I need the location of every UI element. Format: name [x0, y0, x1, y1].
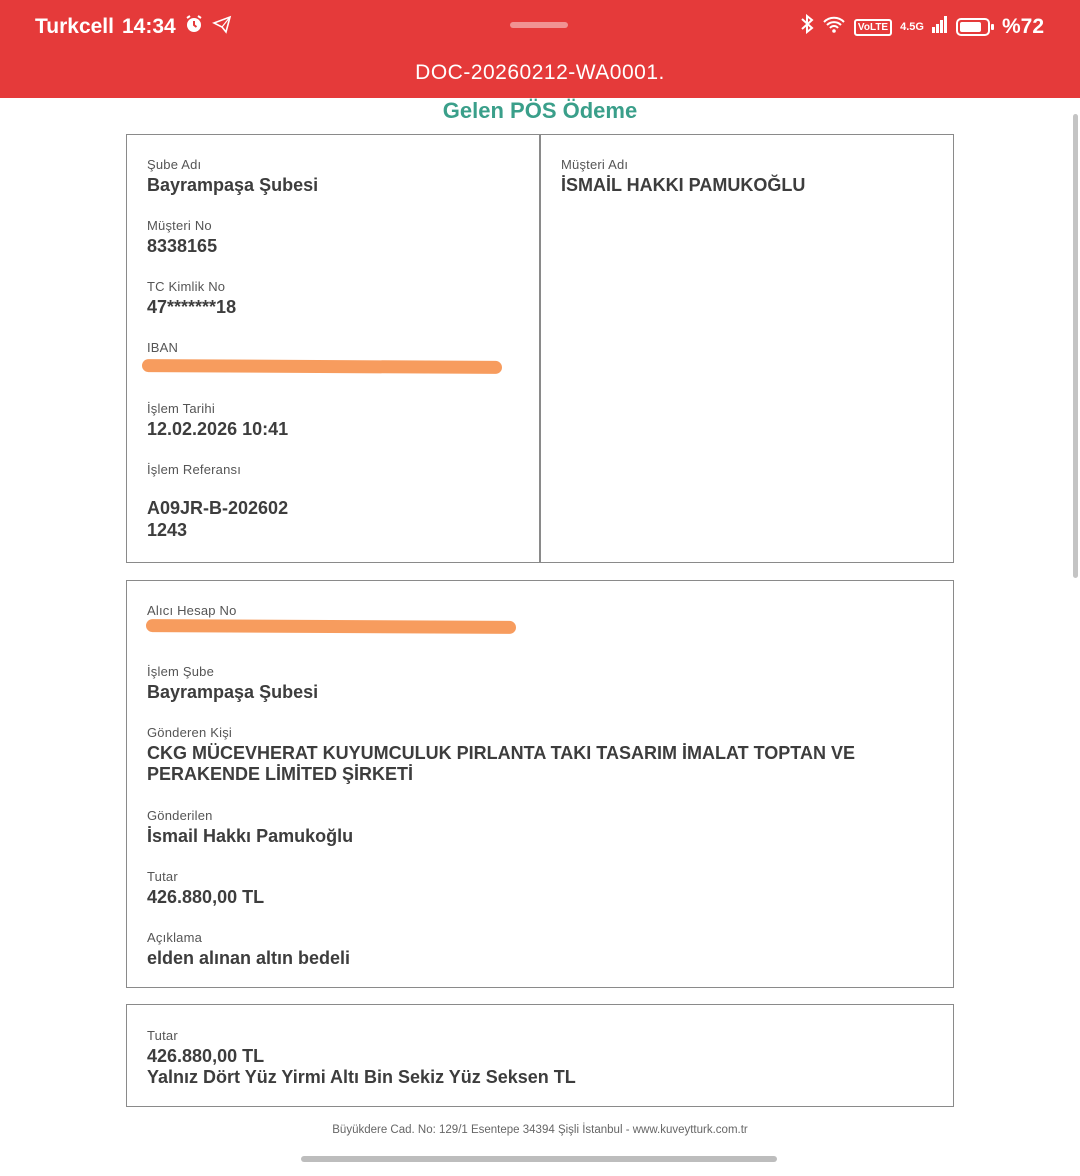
amount-field: [147, 869, 264, 908]
paper-plane-icon: [212, 14, 232, 40]
total-amount-words: Yalnız Dört Yüz Yirmi Altı Bin Sekiz Yüz Seksen TL: [147, 1067, 576, 1087]
network-type: 4.5G: [900, 20, 924, 33]
recipient-field: [147, 808, 353, 847]
customer-no-field: [147, 218, 217, 257]
amount-value: 426.880,00 TL: [147, 887, 265, 907]
description-field: [147, 930, 350, 969]
reference-field: [147, 462, 288, 541]
alarm-clock-icon: [184, 14, 204, 40]
total-field: [147, 1028, 576, 1088]
tc-label: TC Kimlik No: [147, 279, 226, 294]
battery-icon: [956, 18, 990, 36]
customer-name-value: İSMAİL HAKKI PAMUKOĞLU: [561, 175, 806, 195]
branch-label: Şube Adı: [147, 157, 202, 172]
customer-name-label: Müşteri Adı: [561, 157, 629, 172]
footer-address: Büyükdere Cad. No: 129/1 Esentepe 34394 Şişli İstanbul - www.kuveytturk.com.tr: [332, 1124, 748, 1136]
recipient-account-label: Alıcı Hesap No: [147, 603, 237, 618]
signal-bars-icon: [932, 14, 948, 40]
battery-percent: %72: [1001, 15, 1044, 38]
recipient-value: İsmail Hakkı Pamukoğlu: [147, 826, 354, 846]
panel-divider: [539, 134, 541, 563]
recipient-label: Gönderilen: [147, 808, 213, 823]
wifi-icon: [822, 14, 846, 40]
sender-field: [147, 725, 855, 785]
date-label: İşlem Tarihi: [147, 401, 215, 416]
reference-label: İşlem Referansı: [147, 462, 242, 477]
branch-value: Bayrampaşa Şubesi: [147, 175, 319, 195]
iban-redaction: [142, 359, 502, 374]
recipient-account-redaction: [146, 619, 516, 634]
vertical-scrollbar[interactable]: [1073, 114, 1078, 578]
description-label: Açıklama: [147, 930, 203, 945]
sender-value-line2: PERAKENDE LİMİTED ŞİRKETİ: [147, 764, 414, 784]
transaction-branch-value: Bayrampaşa Şubesi: [147, 682, 319, 702]
total-amount-value: 426.880,00 TL: [147, 1046, 265, 1066]
status-bar-right: [800, 14, 1044, 40]
customer-no-value: 8338165: [147, 236, 218, 256]
amount-label: Tutar: [147, 869, 178, 884]
branch-field: [147, 157, 318, 196]
total-amount-label: Tutar: [147, 1028, 178, 1043]
reference-value-line1: A09JR-B-202602: [147, 498, 289, 518]
bluetooth-icon: [800, 14, 814, 40]
sender-label: Gönderen Kişi: [147, 725, 232, 740]
recipient-account-field: [147, 603, 237, 618]
customer-name-field: [561, 157, 805, 196]
sender-value-line1: CKG MÜCEVHERAT KUYUMCULUK PIRLANTA TAKI TASARIM İMALAT TOPTAN VE: [147, 743, 855, 763]
reference-value-line2: 1243: [147, 520, 188, 540]
date-field: [147, 401, 288, 440]
iban-label: IBAN: [147, 340, 179, 355]
carrier-name: Turkcell: [35, 15, 114, 38]
top-app-bar: [0, 0, 1080, 98]
tc-field: [147, 279, 236, 318]
document-file-name: DOC-20260212-WA0001.: [415, 61, 665, 84]
volte-badge: VoLTE: [854, 19, 892, 36]
window-drag-handle[interactable]: [510, 22, 568, 28]
description-value: elden alınan altın bedeli: [147, 948, 351, 968]
tc-value: 47*******18: [147, 297, 237, 317]
status-time: 14:34: [121, 15, 176, 38]
transaction-branch-label: İşlem Şube: [147, 664, 215, 679]
iban-field: [147, 340, 178, 355]
document-heading: Gelen PÖS Ödeme: [442, 98, 638, 123]
date-value: 12.02.2026 10:41: [147, 419, 289, 439]
status-bar-left: [35, 14, 232, 40]
transaction-branch-field: [147, 664, 318, 703]
customer-no-label: Müşteri No: [147, 218, 212, 233]
horizontal-scrollbar[interactable]: [301, 1156, 777, 1162]
